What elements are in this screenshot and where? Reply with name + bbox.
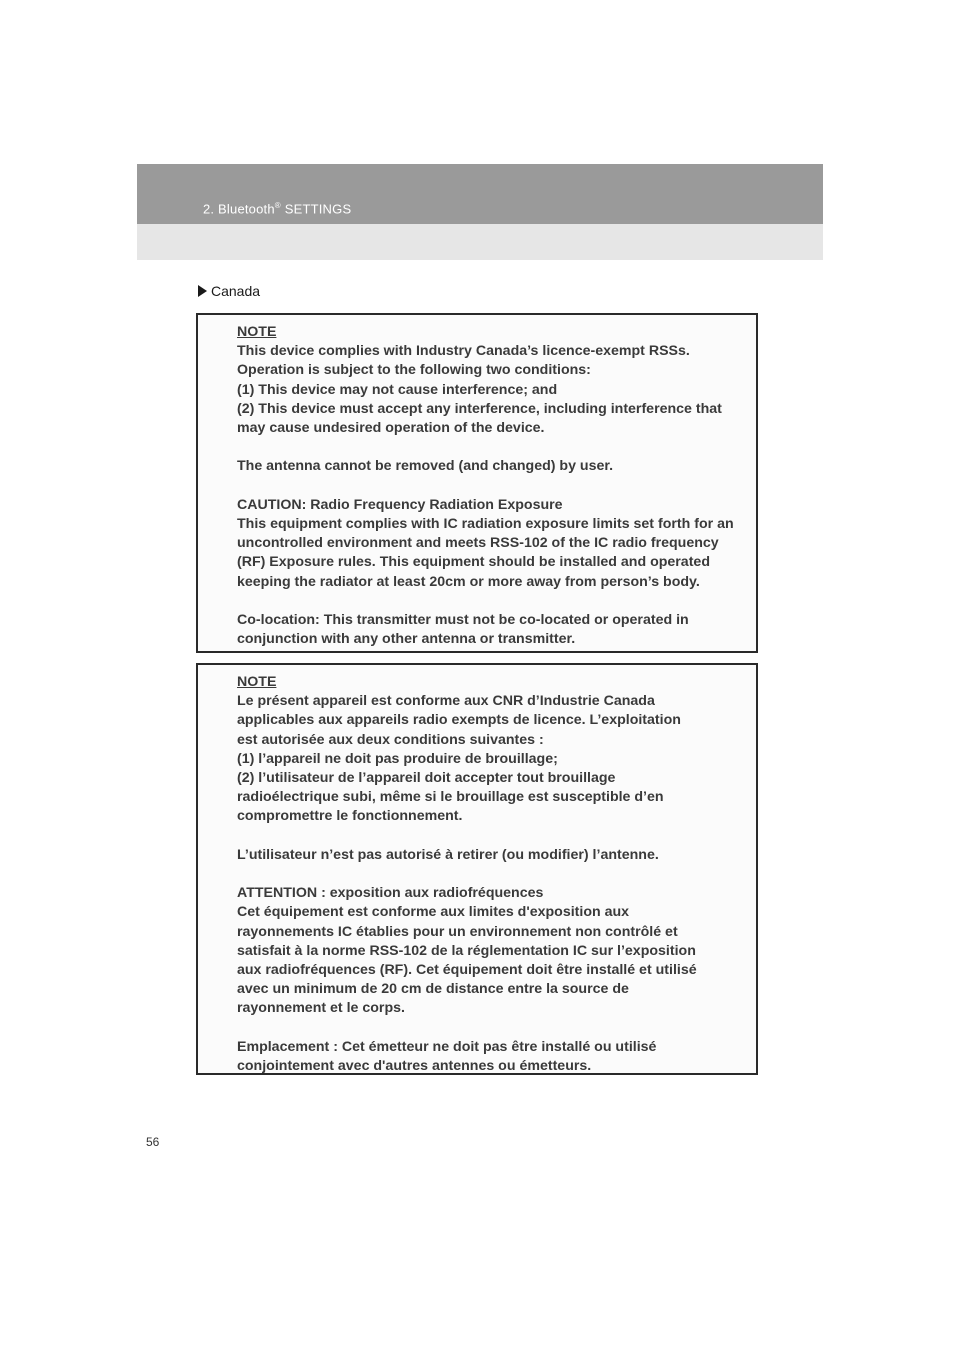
section-header-band — [137, 164, 823, 224]
notice-text-line: avec un minimum de 20 cm de distance entre la source de — [237, 981, 629, 998]
notice-content-french — [237, 673, 736, 1076]
notice-paragraph — [237, 846, 736, 865]
notice-text-line: keeping the radiator at least 20cm or more away from person’s body. — [237, 573, 700, 590]
notice-text-line: The antenna cannot be removed (and changed) by user. — [237, 458, 614, 475]
notice-text-line: compromettre le fonctionnement. — [237, 808, 463, 825]
notice-paragraph — [237, 342, 736, 438]
section-title-prefix: 2. Bluetooth — [203, 201, 275, 217]
notice-text-line: This equipment complies with IC radiation exposure limits set forth for an — [237, 516, 734, 532]
notice-text-line: (2) l’utilisateur de l’appareil doit accepter tout brouillage — [237, 770, 616, 787]
notice-text-line: Cet équipement est conforme aux limites d'exposition aux — [237, 904, 630, 921]
notice-box-french — [196, 663, 758, 1075]
notice-text-line: ATTENTION : exposition aux radiofréquences — [237, 885, 544, 902]
notice-heading: NOTE — [237, 674, 277, 690]
notice-text-line: Co-location: This transmitter must not be co-located or operated in — [237, 612, 689, 628]
notice-text-line: may cause undesired operation of the device. — [237, 420, 545, 437]
page-number: 56 — [146, 1135, 160, 1149]
notice-paragraph — [237, 692, 736, 826]
notice-text-line: rayonnement et le corps. — [237, 1000, 405, 1017]
notice-paragraph — [237, 457, 736, 476]
notice-heading: NOTE — [237, 324, 277, 340]
notice-text-line: (2) This device must accept any interference, including interference that — [237, 400, 722, 417]
notice-text-line: (RF) Exposure rules. This equipment should be installed and operated — [237, 554, 710, 571]
section-title — [203, 201, 351, 216]
notice-text-line: (1) This device may not cause interference; and — [237, 381, 558, 398]
notice-text-line: satisfait à la norme RSS-102 de la réglementation IC sur l’exposition — [237, 942, 696, 959]
section-subheader-band — [137, 224, 823, 260]
notice-text-line: conjointement avec d'autres antennes ou émetteurs. — [237, 1058, 592, 1075]
notice-text-line: conjunction with any other antenna or transmitter. — [237, 631, 576, 648]
notice-text-line: est autorisée aux deux conditions suivantes : — [237, 731, 544, 748]
section-title-suffix: SETTINGS — [280, 201, 352, 217]
notice-text-line: (1) l’appareil ne doit pas produire de brouillage; — [237, 750, 558, 767]
notice-text-line: Operation is subject to the following two conditions: — [237, 362, 591, 379]
notice-paragraph — [237, 884, 736, 1018]
subsection-heading — [198, 283, 260, 299]
notice-text-line: applicables aux appareils radio exempts de licence. L’exploitation — [237, 712, 681, 729]
registered-mark: ® — [274, 201, 281, 210]
notice-text-line: Emplacement : Cet émetteur ne doit pas être installé ou utilisé — [237, 1038, 657, 1055]
notice-paragraph — [237, 1038, 736, 1076]
notice-text-line: rayonnements IC établies pour un environnement non contrôlé et — [237, 923, 678, 940]
notice-text-line: L’utilisateur n’est pas autorisé à retirer (ou modifier) l’antenne. — [237, 846, 659, 863]
notice-paragraph — [237, 611, 736, 649]
subsection-label: Canada — [211, 283, 261, 299]
notice-paragraph — [237, 496, 736, 592]
notice-text-line: Le présent appareil est conforme aux CNR d’Industrie Canada — [237, 693, 655, 710]
notice-text-line: aux radiofréquences (RF). Cet équipement doit être installé et utilisé — [237, 962, 697, 979]
notice-content-english — [237, 323, 736, 649]
notice-text-line: uncontrolled environment and meets RSS-102 of the IC radio frequency — [237, 535, 719, 552]
notice-text-line: CAUTION: Radio Frequency Radiation Exposure — [237, 496, 563, 513]
notice-box-english — [196, 313, 758, 653]
triangle-bullet-icon — [198, 285, 207, 297]
notice-text-line: radioélectrique subi, même si le brouillage est susceptible d’en — [237, 789, 664, 806]
notice-text-line: This device complies with Industry Canada’s licence-exempt RSSs. — [237, 343, 690, 360]
